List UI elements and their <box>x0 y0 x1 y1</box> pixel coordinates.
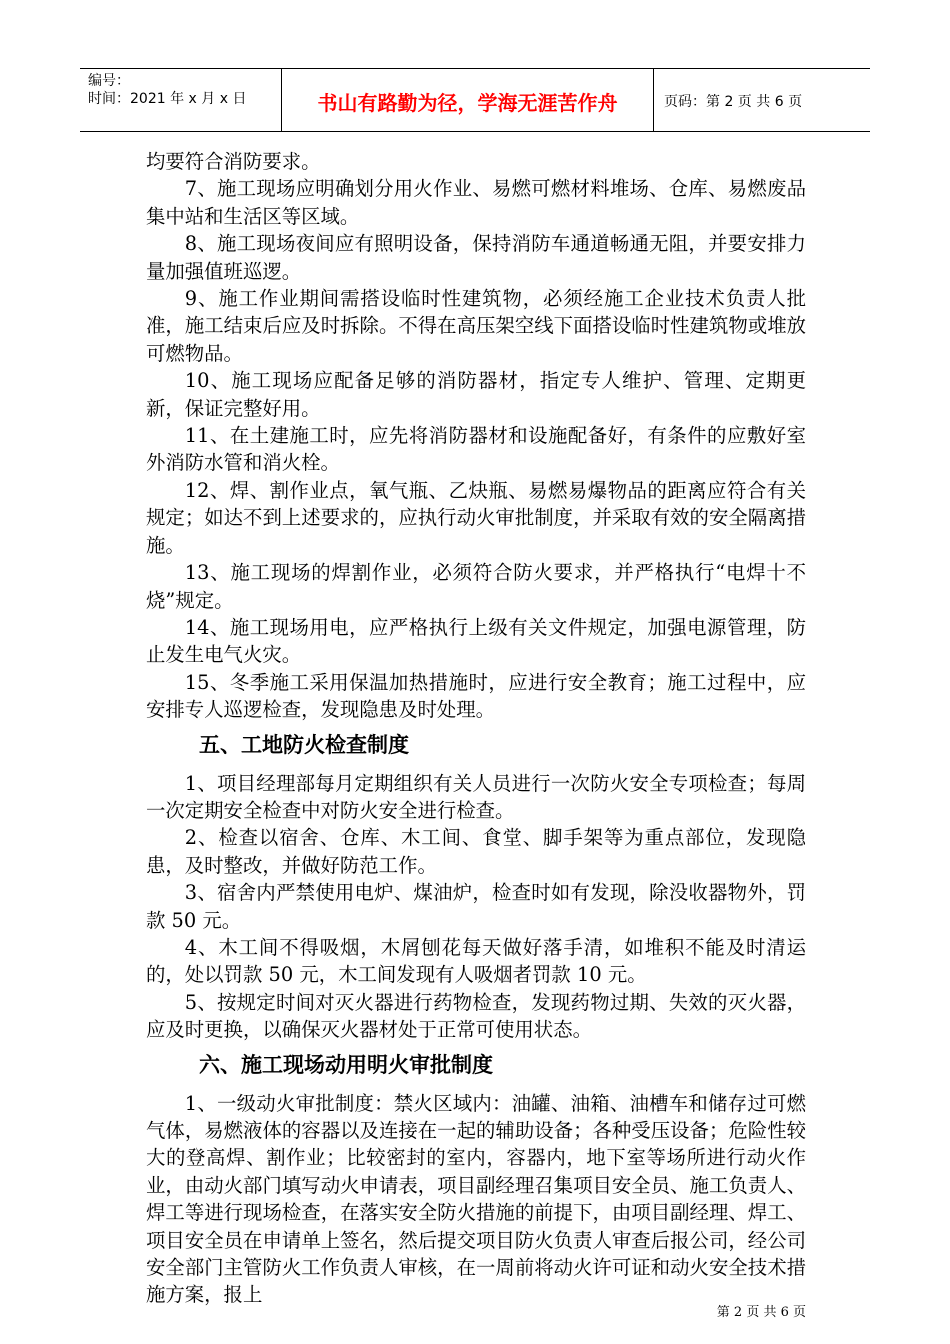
paragraph: 1、项目经理部每月定期组织有关人员进行一次防火安全专项检查；每周一次定期安全检查中对防火安全进行检查。 <box>146 771 806 822</box>
time-label: 时间：2021 年 x 月 x 日 <box>88 91 247 107</box>
paragraph: 14、施工现场用电，应严格执行上级有关文件规定，加强电源管理，防止发生电气火灾。 <box>146 615 806 667</box>
paragraph: 1、一级动火审批制度：禁火区域内：油罐、油箱、油槽车和储存过可燃气体，易燃液体的容器以及连接在一起的辅助设备；各种受压设备；危险性较大的登高焊、割作业；比较密封的室内，容器内，地下室等场所进行动火作业，由动火部门填写动火申请表，项目副经理召集项目安全员、施工负责人、焊工等进行现场检查，在落实安全防火措施的前提下，由项目副经理、焊工、项目安全员在申请单上签名，然后提交项目防火负责人审查后报公司，经公司安全部门主管防火工作负责人审核，在一周前将动火许可证和动火安全技术措施方案，报上 <box>146 1091 806 1307</box>
paragraph: 3、宿舍内严禁使用电炉、煤油炉，检查时如有发现，除没收器物外，罚款 50 元。 <box>146 881 806 932</box>
page-footer: 第 2 页 共 6 页 <box>716 1305 806 1320</box>
document-body <box>146 148 806 1309</box>
paragraph: 13、施工现场的焊割作业，必须符合防火要求，并严格执行“电焊十不烧”规定。 <box>146 561 806 612</box>
paragraph: 10、施工现场应配备足够的消防器材，指定专人维护、管理、定期更新，保证完整好用。 <box>146 369 806 420</box>
header-motto: 书山有路勤为径，学海无涯苦作舟 <box>282 69 654 131</box>
paragraph: 4、木工间不得吸烟，木屑刨花每天做好落手清，如堆积不能及时清运的，处以罚款 50 元，木工间发现有人吸烟者罚款 10 元。 <box>146 935 806 987</box>
paragraph: 5、按规定时间对灭火器进行药物检查，发现药物过期、失效的灭火器，应及时更换，以确保灭火器材处于正常可使用状态。 <box>146 990 806 1042</box>
paragraph: 7、施工现场应明确划分用火作业、易燃可燃材料堆场、仓库、易燃废品集中站和生活区等区域。 <box>146 177 806 228</box>
page-header <box>80 68 870 132</box>
paragraph: 均要符合消防要求。 <box>146 150 321 173</box>
paragraph: 15、冬季施工采用保温加热措施时，应进行安全教育；施工过程中，应安排专人巡逻检查，发现隐患及时处理。 <box>146 670 806 722</box>
paragraph: 8、施工现场夜间应有照明设备，保持消防车通道畅通无阻，并要安排力量加强值班巡逻。 <box>146 232 806 283</box>
paragraph: 9、施工作业期间需搭设临时性建筑物，必须经施工企业技术负责人批准，施工结束后应及时拆除。不得在高压架空线下面搭设临时性建筑物或堆放可燃物品。 <box>146 287 806 365</box>
header-page-code: 页码：第 2 页 共 6 页 <box>664 94 803 110</box>
section-heading-5: 五、工地防火检查制度 <box>199 732 409 757</box>
section-heading-6: 六、施工现场动用明火审批制度 <box>199 1052 493 1077</box>
paragraph: 12、焊、割作业点，氧气瓶、乙炔瓶、易燃易爆物品的距离应符合有关规定；如达不到上述要求的，应执行动火审批制度，并采取有效的安全隔离措施。 <box>146 478 806 557</box>
header-meta <box>80 69 282 131</box>
paragraph: 2、检查以宿舍、仓库、木工间、食堂、脚手架等为重点部位，发现隐患，及时整改，并做好防范工作。 <box>146 826 806 877</box>
paragraph: 11、在土建施工时，应先将消防器材和设施配备好，有条件的应敷好室外消防水管和消火栓。 <box>146 424 806 475</box>
number-label: 编号： <box>88 73 130 89</box>
